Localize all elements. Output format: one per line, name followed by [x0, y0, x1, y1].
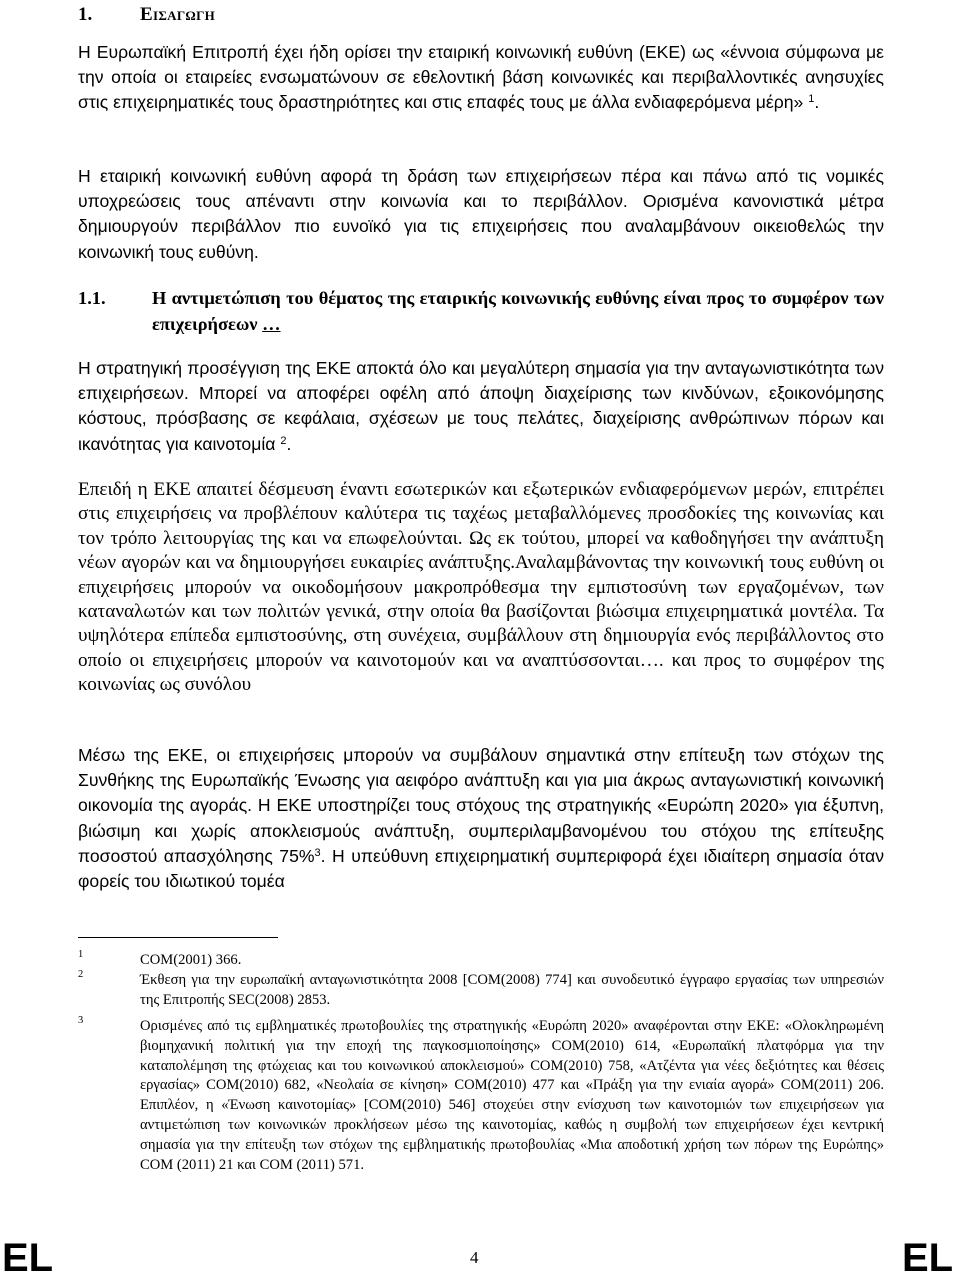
paragraph-commitment [78, 478, 884, 698]
footnote-text: Ορισμένες από τις εμβληματικές πρωτοβουλίες της στρατηγικής «Ευρώπη 2020» αναφέρονται στην ΕΚΕ: «Ολοκληρωμένη βιομηχανική πολιτική για την εποχή της παγκοσμιοποίησης» COM(2010) 614, «Ευρωπαϊκή πλατφόρμα για την καταπολέμηση της φτώχειας και του κοινωνικού αποκλεισμού» COM(2010) 758, «Ατζέντα για νέες δεξιότητες και θέσεις εργασίας» COM(2010) 682, «Νεολαία σε κίνηση» COM(2010) 477 και «Πράξη για την ενιαία αγορά» COM(2011) 206. Επιπλέον, η «Ένωση καινοτομίας» [COM(2010) 546] στοχεύει στην ενίσχυση των καινοτομιών των επιχειρήσεων για αντιμετώπιση των κοινωνικών προκλήσεων μέσω της καινοτομίας, καθώς η συμβολή των επιχειρήσεων έχει κεντρική σημασία για την επίτευξη των στόχων της εμβληματικής πρωτοβουλίας «Μια αποδοτική χρήση των πόρων της Ευρώπης» COM (2011) 21 και COM (2011) 571. [140, 1018, 884, 1173]
footnote-2 [78, 971, 884, 1011]
subsection-ellipsis: … [262, 313, 281, 334]
section-number: 1. [78, 4, 93, 25]
paragraph-definition: Η Ευρωπαϊκή Επιτροπή έχει ήδη ορίσει την εταιρική κοινωνική ευθύνη (ΕΚΕ) ως «έννοια σύμφωνα με την οποία οι εταιρείες ενσωματώνουν σε εθελοντική βάση κοινωνικές και περιβαλλοντικές ανησυχίες στις επιχειρηματικές τους δραστηριότητες και στις επαφές τους με άλλα ενδιαφερόμενα μέρη» $^1$. [78, 42, 884, 113]
footnote-ref[interactable]: 2 [280, 434, 287, 447]
paragraph-strategic: Η στρατηγική προσέγγιση της ΕΚΕ αποκτά όλο και μεγαλύτερη σημασία για την ανταγωνιστικότητα των επιχειρήσεων. Μπορεί να αποφέρει οφέλη από άποψη διαχείρισης των κινδύνων, εξοικονόμησης κόστους, πρόσβασης σε κεφάλαια, σχέσεων με τους πελάτες, διαχείρισης ανθρώπινων πόρων και ικανότητας για καινοτομία $^2$. [78, 358, 884, 454]
paragraph-scope [78, 164, 884, 265]
footnote-ref[interactable]: 3 [314, 846, 321, 859]
footnote-text: Έκθεση για την ευρωπαϊκή ανταγωνιστικότητα 2008 [COM(2008) 774] και συνοδευτικό έγγραφο εργασίας των υπηρεσιών της Επιτροπής SEC(2008) 2853. [140, 972, 884, 1008]
language-code-left: EL [2, 1236, 54, 1280]
footnote-3 [78, 1017, 884, 1175]
language-code-right: EL [902, 1236, 954, 1280]
paragraph-text: Η στρατηγική προσέγγιση της ΕΚΕ αποκτά όλο και μεγαλύτερη σημασία για την ανταγωνιστικότητα των επιχειρήσεων. Μπορεί να αποφέρει οφέλη από άποψη διαχείρισης των κινδύνων, εξοικονόμησης κόστους, πρόσβασης σε κεφάλαια, σχέσεων με τους πελάτες, διαχείρισης ανθρώπινων πόρων και ικανότητας για καινοτομία [78, 358, 884, 454]
footnote-mark: 3 [78, 1015, 84, 1026]
paragraph-text: Μέσω της ΕΚΕ, οι επιχειρήσεις μπορούν να συμβάλουν σημαντικά στην επίτευξη των στόχων της Συνθήκης της Ευρωπαϊκής Ένωσης για αειφόρο ανάπτυξη και για μια άκρως ανταγωνιστική κοινωνική οικονομία της αγοράς. Η ΕΚΕ υποστηρίζει τους στόχους της στρατηγικής «Ευρώπη 2020» για έξυπνη, βιώσιμη και χωρίς αποκλεισμούς ανάπτυξη, συμπεριλαμβανομένου του στόχου της επίτευξης ποσοστού απασχόλησης 75% [78, 745, 884, 866]
subsection-title: Η αντιμετώπιση του θέματος της εταιρικής κοινωνικής ευθύνης είναι προς το συμφέρον των επιχειρήσεων [152, 288, 884, 334]
footnote-mark: 1 [78, 949, 84, 960]
paragraph-europe2020: Μέσω της ΕΚΕ, οι επιχειρήσεις μπορούν να συμβάλουν σημαντικά στην επίτευξη των στόχων της Συνθήκης της Ευρωπαϊκής Ένωσης για αειφόρο ανάπτυξη και για μια άκρως ανταγωνιστική κοινωνική οικονομία της αγοράς. Η ΕΚΕ υποστηρίζει τους στόχους της στρατηγικής «Ευρώπη 2020» για έξυπνη, βιώσιμη και χωρίς αποκλεισμούς ανάπτυξη, συμπεριλαμβανομένου του στόχου της επίτευξης ποσοστού απασχόλησης 75%$^3$. Η υπεύθυνη επιχειρηματική συμπεριφορά έχει ιδιαίτερη σημασία όταν φορείς του ιδιωτικού τομέα [78, 745, 884, 892]
paragraph-text: Η Ευρωπαϊκή Επιτροπή έχει ήδη ορίσει την εταιρική κοινωνική ευθύνη (ΕΚΕ) ως «έννοια σύμφωνα με την οποία οι εταιρείες ενσωματώνουν σε εθελοντική βάση κοινωνικές και περιβαλλοντικές ανησυχίες στις επιχειρηματικές τους δραστηριότητες και στις επαφές τους με άλλα ενδιαφερόμενα μέρη» [78, 42, 884, 113]
section-title: Εισαγωγη [140, 4, 216, 25]
footnote-ref[interactable]: 1 [808, 93, 815, 106]
footnote-text: COM(2001) 366. [140, 952, 242, 968]
paragraph-text: Η εταιρική κοινωνική ευθύνη αφορά τη δράση των επιχειρήσεων πέρα και πάνω από τις νομικές υποχρεώσεις τους απέναντι στην κοινωνία και το περιβάλλον. Ορισμένα κανονιστικά μέτρα δημιουργούν περιβάλλον πιο ευνοϊκό για τις επιχειρήσεις που αναλαμβάνουν οικειοθελώς την κοινωνική τους ευθύνη. [78, 166, 884, 262]
page-number: 4 [470, 1248, 479, 1267]
footnote-separator [78, 937, 278, 938]
subsection-heading [78, 286, 884, 337]
section-heading [78, 4, 215, 26]
paragraph-text: Επειδή η ΕΚΕ απαιτεί δέσμευση έναντι εσωτερικών και εξωτερικών ενδιαφερόμενων μερών, επιτρέπει στις επιχειρήσεις να προβλέπουν καλύτερα τις ταχέως μεταβαλλόμενες προσδοκίες της κοινωνίας και τον τρόπο λειτουργίας της και να επωφελούνται. Ως εκ τούτου, μπορεί να καθοδηγήσει την ανάπτυξη νέων αγορών και να δημιουργήσει ευκαιρίες ανάπτυξης.Αναλαμβάνοντας την κοινωνική τους ευθύνη οι επιχειρήσεις μπορούν να οικοδομήσουν μακροπρόθεσμα την εμπιστοσύνη των εργαζομένων, των καταναλωτών και των πολιτών γενικά, στην οποία θα βασίζονται βιώσιμα επιχειρηματικά μοντέλα. Τα υψηλότερα επίπεδα εμπιστοσύνης, στη συνέχεια, συμβάλλουν στη δημιουργία ενός περιβάλλοντος στο οποίο οι επιχειρήσεις μπορούν να καινοτομούν και να αναπτύσσονται…. και προς το συμφέρον της κοινωνίας ως συνόλου [78, 479, 884, 696]
subsection-number: 1.1. [78, 288, 106, 308]
footnote-1 [78, 951, 884, 971]
footnote-mark: 2 [78, 969, 84, 980]
